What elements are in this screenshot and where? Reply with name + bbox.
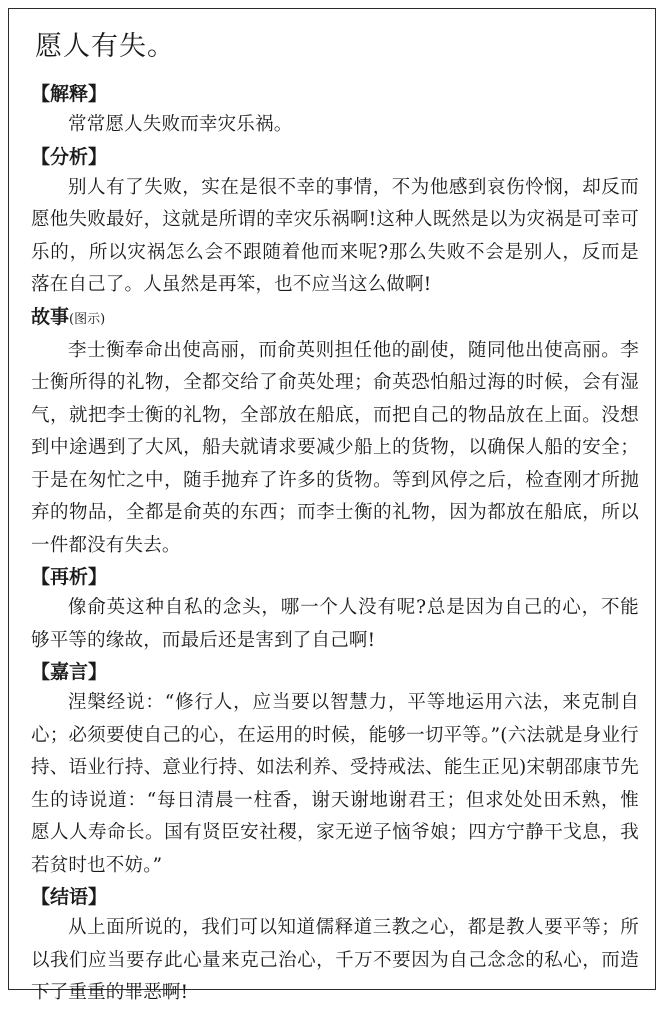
- section-explanation: [31, 79, 639, 142]
- section-text: 李士衡奉命出使高丽，而俞英则担任他的副使，随同他出使高丽。李士衡所得的礼物，全都交给了俞英处理；俞英恐怕船过海的时候，会有湿气，就把李士衡的礼物，全部放在船底，而把自己的物品放在上面。没想到中途遇到了大风，船夫就请求要减少船上的货物，以确保人船的安全；于是在匆忙之中，随手抛弃了许多的货物。等到风停之后，检查刚才所抛弃的物品，全都是俞英的东西；而李士衡的礼物，因为都放在船底，所以一件都没有失去。: [31, 339, 639, 556]
- section-heading: 【再析】: [31, 566, 108, 588]
- section-heading-note: (图示): [69, 311, 106, 327]
- section-analysis: [31, 142, 639, 302]
- section-text: 涅槃经说：“修行人，应当要以智慧力，平等地运用六法，来克制自心；必须要使自己的心，在运用的时候，能够一切平等。”(六法就是身业行持、语业行持、意业行持、如法利养、受持戒法、能生正见)宋朝邵康节先生的诗说道：“每日清晨一柱香，谢天谢地谢君王；但求处处田禾熟，惟愿人人寿命长。国有贤臣安社稷，家无逆子恼爷娘；四方宁静干戈息，我若贫时也不妨。”: [31, 692, 639, 876]
- document-page: [8, 8, 656, 1003]
- section-heading-story: [31, 302, 639, 335]
- section-text: 从上面所说的，我们可以知道儒释道三教之心，都是教人要平等；所以我们应当要存此心量来克己治心，千万不要因为自己念念的私心，而造下了重重的罪恶啊!: [31, 917, 639, 1003]
- section-story: [31, 302, 639, 563]
- section-text: 常常愿人失败而幸灾乐祸。: [68, 114, 293, 135]
- section-heading: 【结语】: [31, 886, 108, 908]
- section-conclusion: [31, 882, 639, 1010]
- section-text: 别人有了失败，实在是很不幸的事情，不为他感到哀伤怜悯，却反而愿他失败最好，这就是所谓的幸灾乐祸啊!这种人既然是以为灾祸是可幸可乐的，所以灾祸怎么会不跟随着他而来呢?那么失败不会是别人，反而是落在自己了。人虽然是再笨，也不应当这么做啊!: [31, 176, 639, 295]
- section-heading: 【分析】: [31, 145, 108, 168]
- section-heading: 【嘉言】: [31, 661, 108, 683]
- section-reanalysis: [31, 562, 639, 657]
- page-title: 愿人有失。: [35, 31, 175, 62]
- section-heading: 故事: [31, 305, 70, 328]
- section-text: 像俞英这种自私的念头，哪一个人没有呢?总是因为自己的心，不能够平等的缘故，而最后还是害到了自己啊!: [31, 597, 639, 651]
- section-heading: 【解释】: [31, 83, 108, 105]
- section-quotes: [31, 657, 639, 882]
